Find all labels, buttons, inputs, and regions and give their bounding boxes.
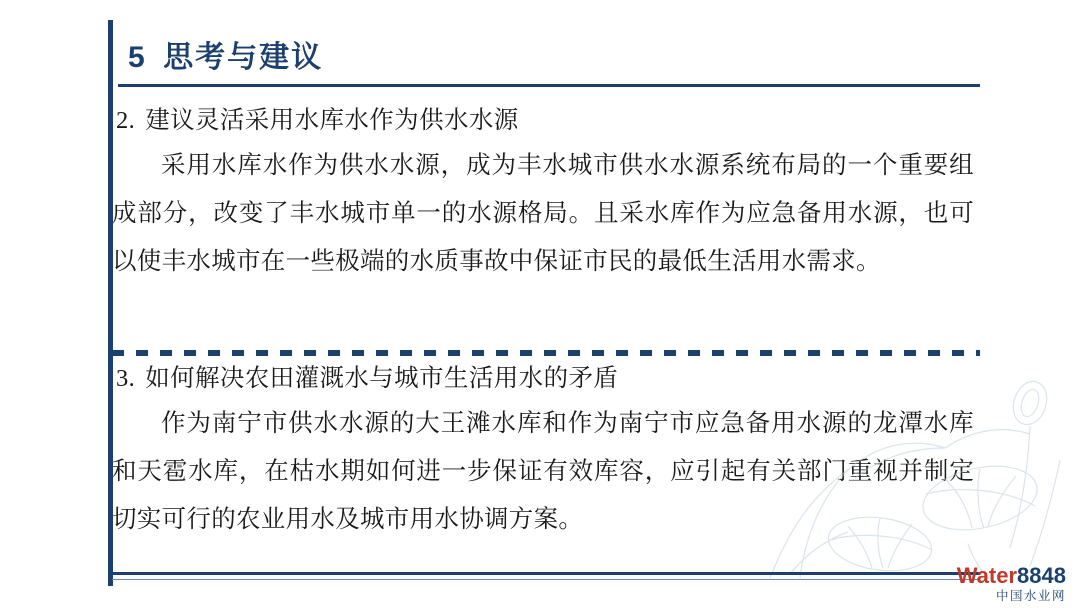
item-heading-text-3: 如何解决农田灌溉水与城市生活用水的矛盾: [145, 365, 619, 392]
item-paragraph-2: 采用水库水作为供水水源，成为丰水城市供水水源系统布局的一个重要组成部分，改变了丰水城市单一的水源格局。且采水库作为应急备用水源，也可以使丰水城市在一些极端的水质事故中保证市民的最低生活用水需求。: [112, 152, 974, 275]
item-number-2: 2.: [116, 107, 136, 134]
item-paragraph-3: 作为南宁市供水水源的大王滩水库和作为南宁市应急备用水源的龙潭水库和天雹水库，在枯水期如何进一步保证有效库容，应引起有关部门重视并制定切实可行的农业用水及城市用水协调方案。: [112, 410, 974, 533]
title-underline: [118, 84, 980, 87]
bottom-rule-thin: [112, 579, 980, 580]
item-heading-text-2: 建议灵活采用水库水作为供水水源: [145, 107, 519, 134]
logo-subtitle: 中国水业网: [995, 588, 1066, 603]
logo-wordmark: [956, 562, 1066, 588]
slide-title: [128, 32, 323, 76]
title-text: 思考与建议: [163, 41, 324, 74]
bottom-rule-thick: [112, 572, 980, 575]
site-logo: [956, 562, 1066, 603]
item-heading-3: [112, 362, 974, 396]
content-block-2: [112, 104, 974, 286]
content-block-3: [112, 362, 974, 544]
item-number-3: 3.: [116, 365, 136, 392]
logo-brand-number: 8848: [1017, 562, 1066, 588]
title-number: 5: [128, 41, 146, 74]
dashed-divider: [112, 350, 980, 356]
logo-brand-text: Water: [956, 562, 1018, 588]
item-heading-2: [112, 104, 974, 138]
